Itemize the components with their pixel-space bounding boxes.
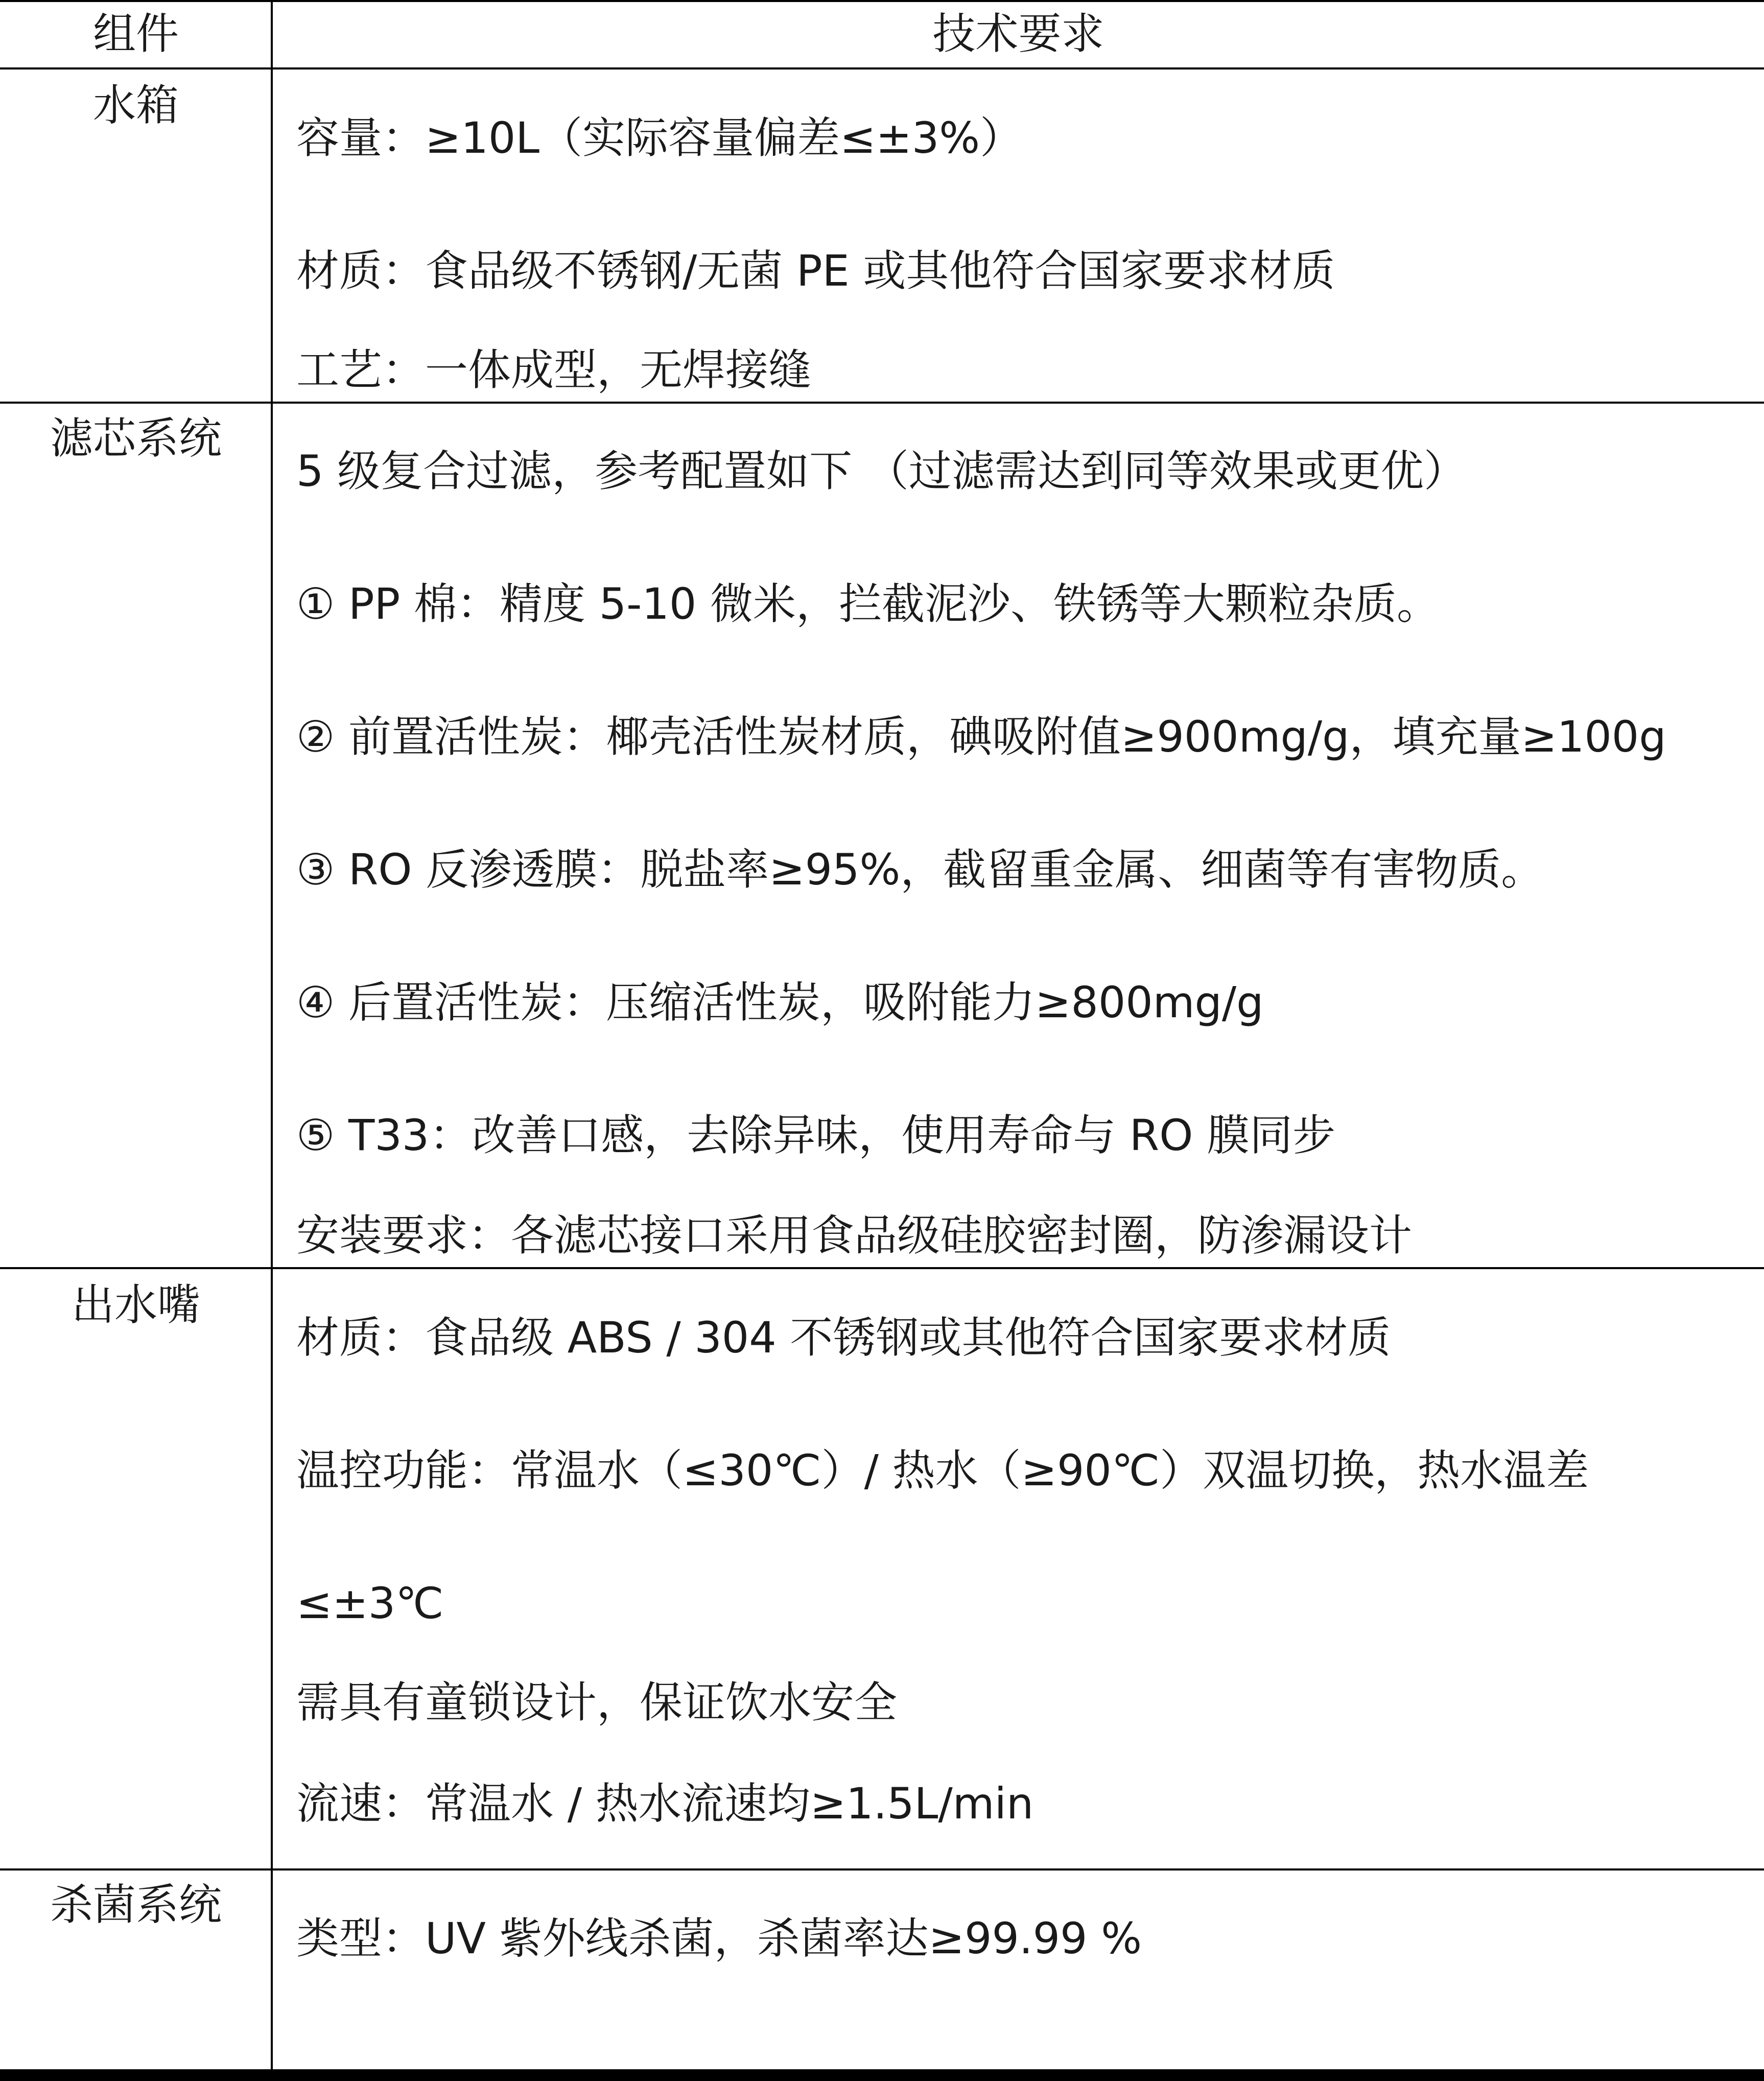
requirement-line: 材质：食品级 ABS / 304 不锈钢或其他符合国家要求材质 xyxy=(296,1313,1391,1363)
column-divider xyxy=(271,0,273,2074)
requirement-line: 温控功能：常温水（≤30℃）/ 热水（≥90℃）双温切换，热水温差 xyxy=(296,1445,1589,1495)
requirement-line: 类型：UV 紫外线杀菌，杀菌率达≥99.99 % xyxy=(296,1913,1142,1963)
requirement-line: 安装要求：各滤芯接口采用食品级硅胶密封圈，防渗漏设计 xyxy=(296,1210,1413,1260)
requirement-line: 5 级复合过滤，参考配置如下 （过滤需达到同等效果或更优） xyxy=(296,446,1467,496)
requirement-line: 工艺：一体成型，无焊接缝 xyxy=(296,345,812,395)
requirement-line: 材质：食品级不锈钢/无菌 PE 或其他符合国家要求材质 xyxy=(296,246,1335,296)
requirement-line: ② 前置活性炭：椰壳活性炭材质，碘吸附值≥900mg/g，填充量≥100g xyxy=(296,712,1666,762)
requirement-line: 容量：≥10L（实际容量偏差≤±3%） xyxy=(296,113,1023,163)
header-component: 组件 xyxy=(92,9,179,59)
component-water-outlet: 出水嘴 xyxy=(71,1280,200,1330)
requirement-line: ① PP 棉：精度 5-10 微米，拦截泥沙、铁锈等大颗粒杂质。 xyxy=(296,579,1440,629)
row-divider xyxy=(0,402,1764,404)
row-divider xyxy=(0,1868,1764,1870)
component-filter-system: 滤芯系统 xyxy=(50,413,222,463)
table-bottom-border xyxy=(0,2069,1764,2081)
requirement-line: 需具有童锁设计，保证饮水安全 xyxy=(296,1677,898,1727)
table-top-border xyxy=(0,0,1764,2)
row-divider xyxy=(0,1267,1764,1269)
requirement-line: ≤±3℃ xyxy=(296,1578,444,1628)
requirement-line: 流速：常温水 / 热水流速均≥1.5L/min xyxy=(296,1779,1034,1829)
header-bottom-border xyxy=(0,67,1764,69)
requirement-line: ③ RO 反渗透膜：脱盐率≥95%，截留重金属、细菌等有害物质。 xyxy=(296,845,1544,895)
header-requirements: 技术要求 xyxy=(932,9,1104,59)
requirement-line: ⑤ T33：改善口感，去除异味，使用寿命与 RO 膜同步 xyxy=(296,1110,1336,1160)
component-water-tank: 水箱 xyxy=(92,80,179,130)
requirement-line: ④ 后置活性炭：压缩活性炭，吸附能力≥800mg/g xyxy=(296,977,1264,1027)
component-sterilization-system: 杀菌系统 xyxy=(50,1880,222,1930)
